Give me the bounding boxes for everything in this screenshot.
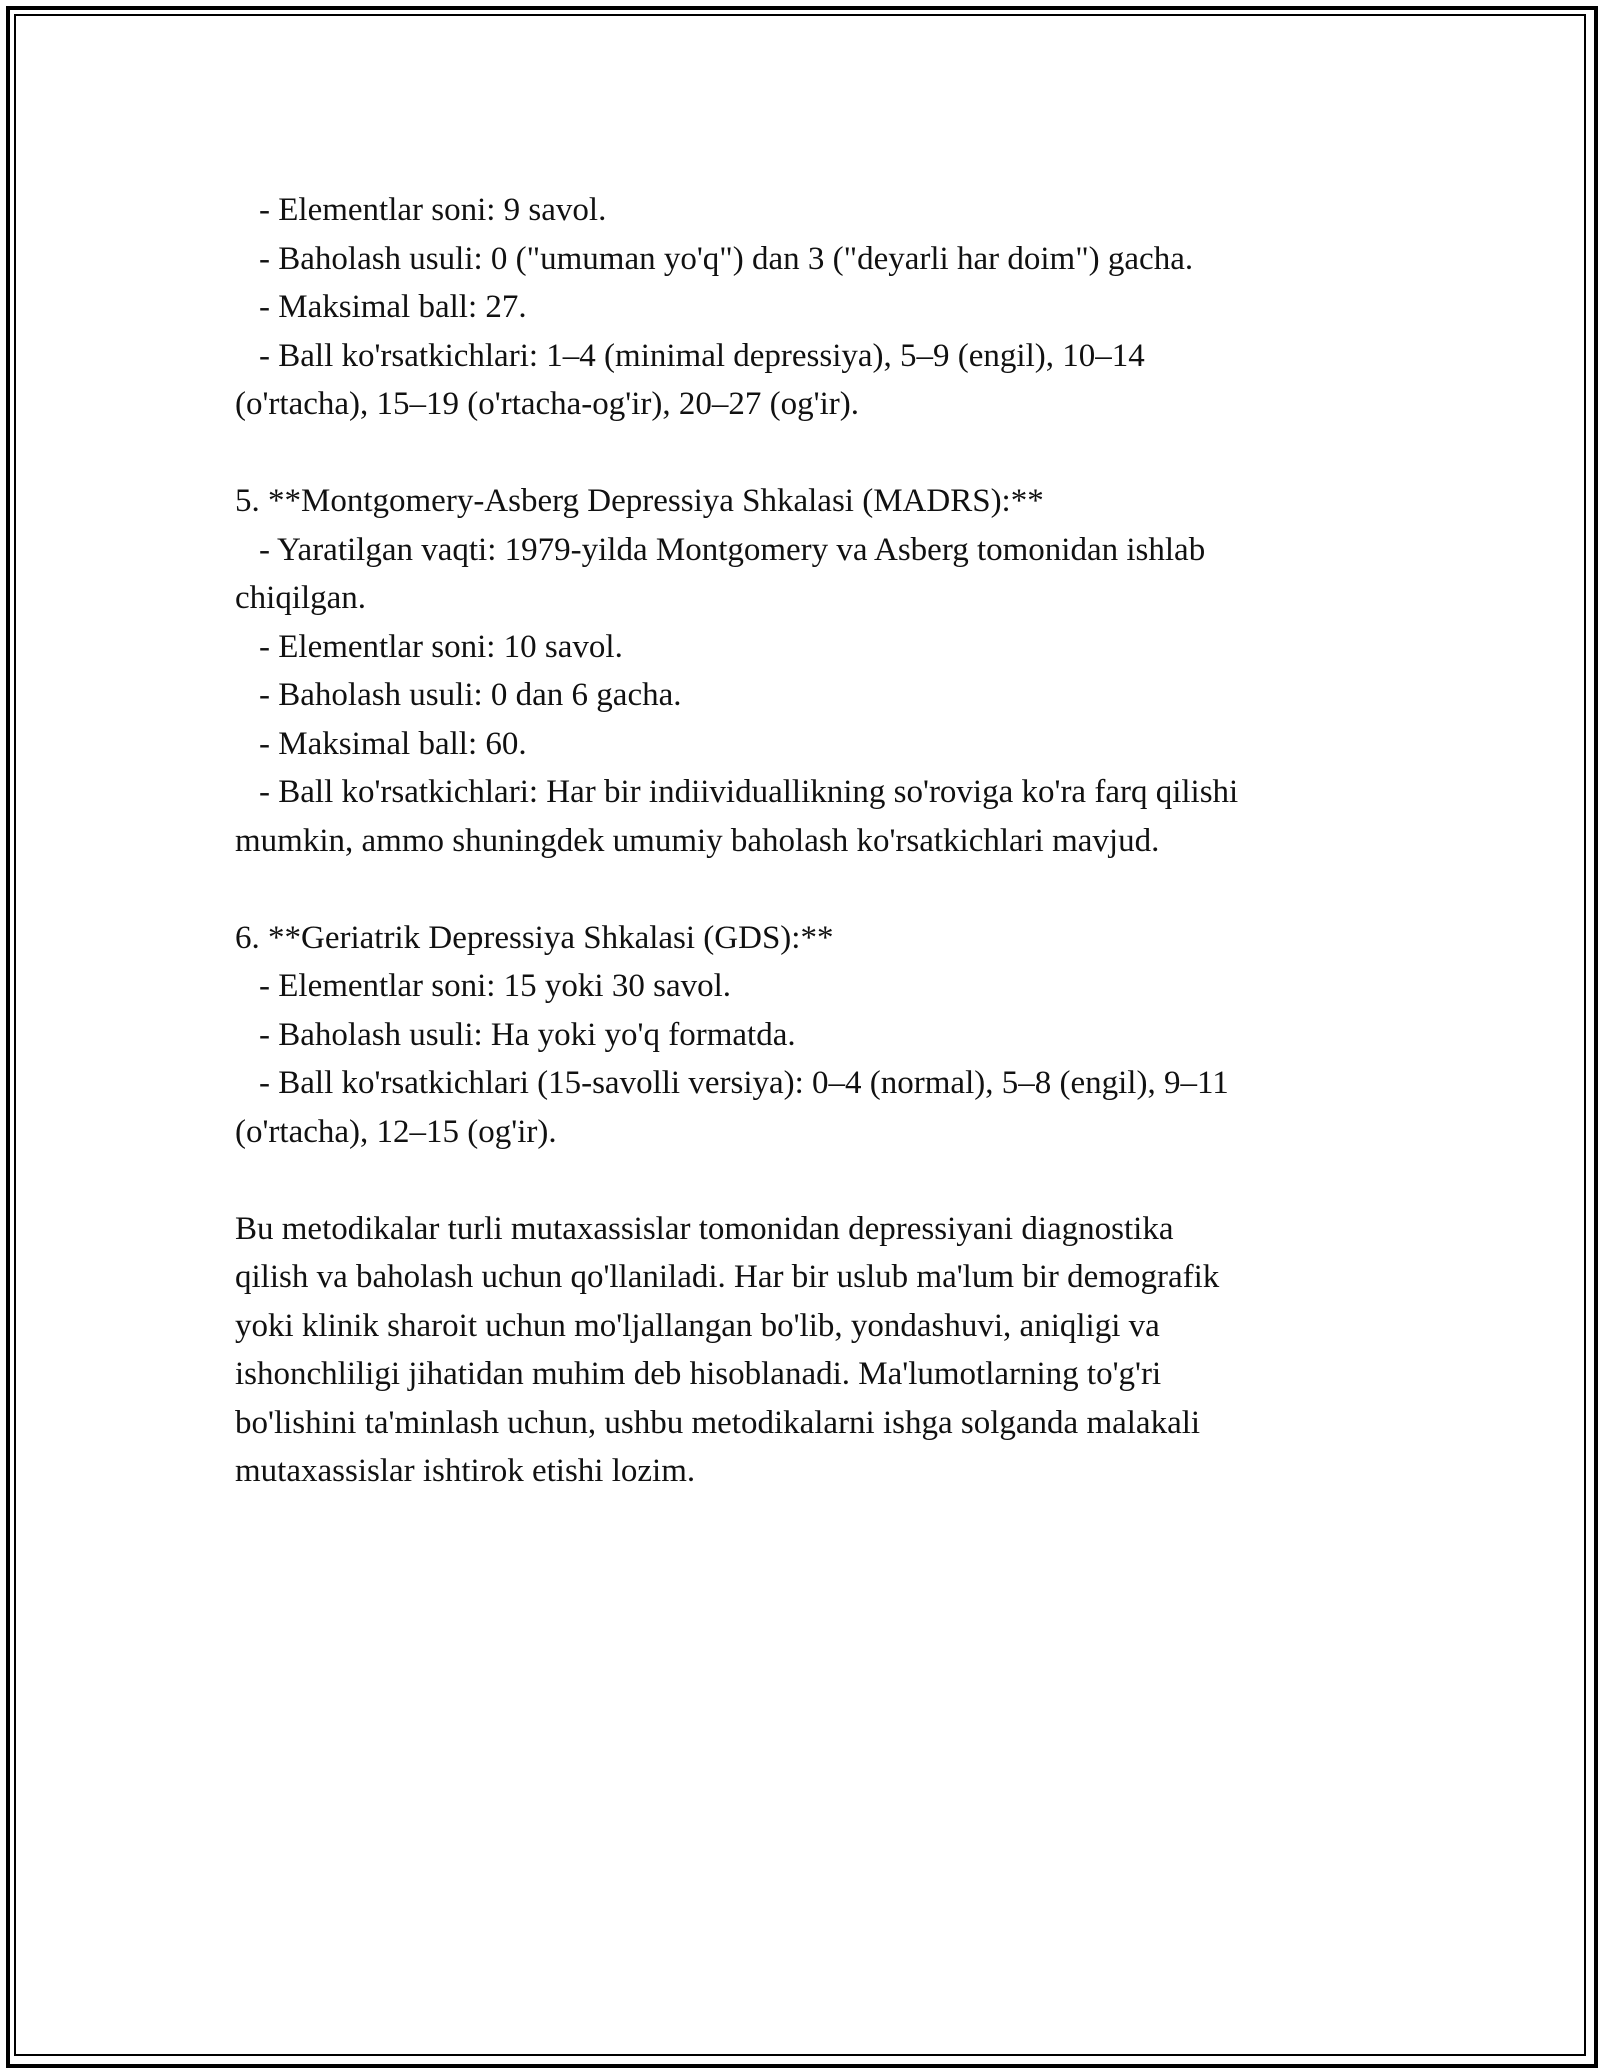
- conclusion-paragraph: [235, 1205, 1375, 1496]
- list-item: - Ball ko'rsatkichlari: 1–4 (minimal depressiya), 5–9 (engil), 10–14: [259, 337, 1145, 374]
- list-item-continuation: mumkin, ammo shuningdek umumiy baholash ko'rsatkichlari mavjud.: [235, 822, 1160, 859]
- madrs-section: [235, 477, 1375, 865]
- paragraph-gap: [235, 429, 1375, 478]
- list-item: - Maksimal ball: 60.: [259, 725, 527, 762]
- list-item: - Ball ko'rsatkichlari: Har bir indiividuallikning so'roviga ko'ra farq qilishi: [259, 774, 1239, 810]
- paragraph-line: Bu metodikalar turli mutaxassislar tomonidan depressiyani diagnostika: [235, 1210, 1174, 1247]
- list-item: - Elementlar soni: 9 savol.: [259, 192, 607, 228]
- paragraph-gap: [235, 865, 1375, 914]
- list-item: - Maksimal ball: 27.: [259, 289, 527, 325]
- phq9-details-list: [235, 186, 1375, 429]
- list-item: - Elementlar soni: 10 savol.: [259, 628, 623, 665]
- gds-section: [235, 914, 1375, 1157]
- section-heading: 5. **Montgomery-Asberg Depressiya Shkalasi (MADRS):**: [235, 483, 1044, 519]
- list-item: - Baholash usuli: Ha yoki yo'q formatda.: [259, 1016, 796, 1053]
- paragraph-gap: [235, 1156, 1375, 1205]
- section-heading: 6. **Geriatrik Depressiya Shkalasi (GDS):**: [235, 919, 834, 956]
- paragraph-line: yoki klinik sharoit uchun mo'ljallangan bo'lib, yondashuvi, aniqligi va: [235, 1307, 1160, 1344]
- paragraph-line: bo'lishini ta'minlash uchun, ushbu metodikalarni ishga solganda malakali: [235, 1404, 1201, 1441]
- paragraph-line: ishonchliligi jihatidan muhim deb hisoblanadi. Ma'lumotlarning to'g'ri: [235, 1356, 1162, 1392]
- list-item-continuation: (o'rtacha), 15–19 (o'rtacha-og'ir), 20–27 (og'ir).: [235, 386, 859, 422]
- list-item: - Elementlar soni: 15 yoki 30 savol.: [259, 968, 732, 1004]
- list-item: - Baholash usuli: 0 dan 6 gacha.: [259, 677, 682, 713]
- list-item: - Ball ko'rsatkichlari (15-savolli versiya): 0–4 (normal), 5–8 (engil), 9–11: [259, 1065, 1229, 1101]
- list-item: - Baholash usuli: 0 ("umuman yo'q") dan 3 ("deyarli har doim") gacha.: [259, 240, 1194, 277]
- paragraph-line: mutaxassislar ishtirok etishi lozim.: [235, 1453, 696, 1489]
- list-item-continuation: chiqilgan.: [235, 580, 367, 616]
- document-body: [235, 186, 1375, 1496]
- paragraph-line: qilish va baholash uchun qo'llaniladi. Har bir uslub ma'lum bir demografik: [235, 1259, 1220, 1295]
- list-item: - Yaratilgan vaqti: 1979-yilda Montgomery va Asberg tomonidan ishlab: [259, 531, 1206, 568]
- list-item-continuation: (o'rtacha), 12–15 (og'ir).: [235, 1113, 557, 1150]
